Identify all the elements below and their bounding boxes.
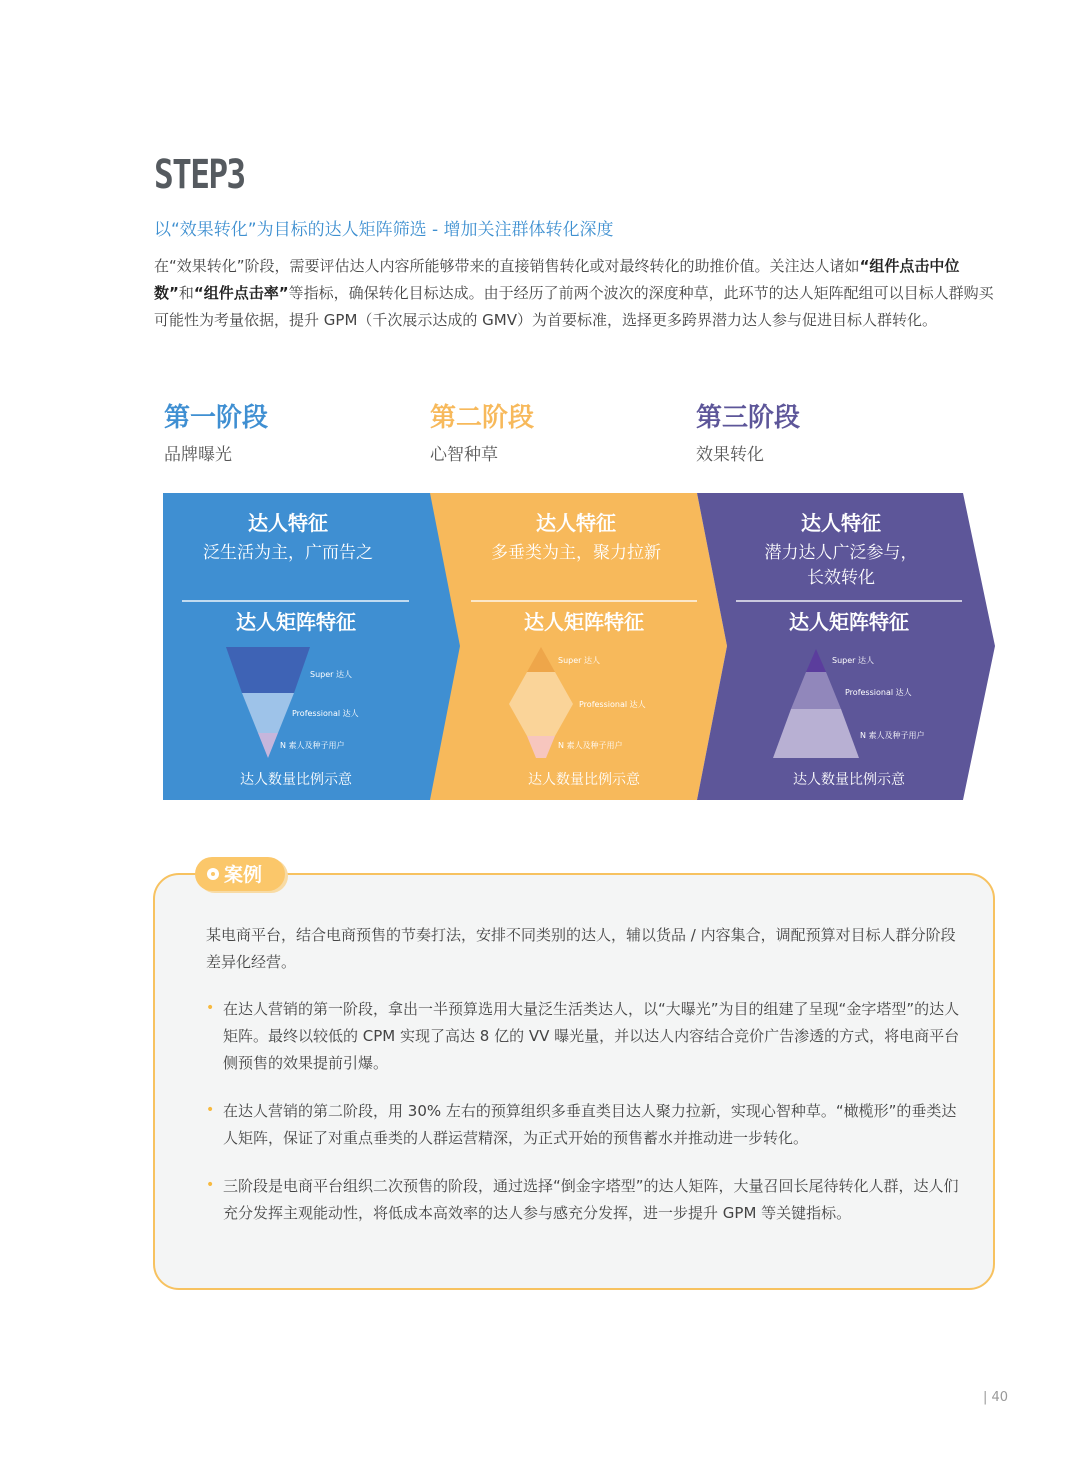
stage-1-matrix-title: 达人矩阵特征: [236, 610, 356, 634]
case-dot-icon: [207, 868, 219, 880]
case-bullet-3: 三阶段是电商平台组织二次预售的阶段，通过选择“倒金字塔型”的达人矩阵，大量召回长尾待转化人群，达人们充分发挥主观能动性，将低成本高效率的达人参与感充分发挥，进一步提升 GPM 等关键指标。: [223, 1177, 959, 1222]
level-label: Professional 达人: [845, 688, 912, 697]
stage-1-caption: 达人数量比例示意: [240, 772, 352, 788]
bullet-icon: •: [206, 1000, 215, 1016]
stage-1-feature: 达人特征 泛生活为主，广而告之: [203, 511, 373, 563]
stage-2-matrix-title: 达人矩阵特征: [524, 610, 644, 634]
bullet-icon: •: [206, 1177, 215, 1193]
page-number: | 40: [983, 1390, 1009, 1405]
stage-2-heading: 第二阶段 心智种草: [430, 403, 535, 465]
case-tag: [195, 857, 285, 891]
level-label: N 素人及种子用户: [558, 741, 623, 750]
level-label: Super 达人: [832, 656, 874, 665]
level-label: N 素人及种子用户: [860, 731, 925, 740]
stage-3-caption: 达人数量比例示意: [793, 772, 905, 788]
case-bullet-2: 在达人营销的第二阶段，用 30% 左右的预算组织多垂直类目达人聚力拉新，实现心智种草。“橄榄形”的垂类达人矩阵，保证了对重点垂类的人群运营精深，为正式开始的预售蓄水并推动进一步转化。: [223, 1102, 957, 1147]
level-label: Super 达人: [558, 656, 600, 665]
stage-3-feature: 达人特征 潜力达人广泛参与， 长效转化: [764, 511, 918, 588]
stage-3-matrix-title: 达人矩阵特征: [789, 610, 909, 634]
step-title: STEP3: [154, 152, 245, 198]
case-tag-label: 案例: [224, 864, 263, 886]
level-label: Super 达人: [310, 670, 352, 679]
case-intro-paragraph: 某电商平台，结合电商预售的节奏打法，安排不同类别的达人，辅以货品 / 内容集合，调配预算对目标人群分阶段差异化经营。: [206, 926, 956, 971]
level-label: N 素人及种子用户: [280, 741, 345, 750]
stage-2-caption: 达人数量比例示意: [528, 772, 640, 788]
bullet-icon: •: [206, 1102, 215, 1118]
case-bullet-1: 在达人营销的第一阶段，拿出一半预算选用大量泛生活类达人，以“大曝光”为目的组建了呈现“金字塔型”的达人矩阵。最终以较低的 CPM 实现了高达 8 亿的 VV 曝光量，并以达人内容结合竞价广告渗透的方式，将电商平台侧预售的效果提前引爆。: [223, 1000, 960, 1072]
stage-2-feature: 达人特征 多垂类为主，聚力拉新: [491, 511, 661, 563]
section-subtitle: 以“效果转化”为目标的达人矩阵筛选 - 增加关注群体转化深度: [154, 220, 614, 240]
stage-1-heading: 第一阶段 品牌曝光: [164, 403, 269, 465]
level-label: Professional 达人: [579, 700, 646, 709]
stage-3-heading: 第三阶段 效果转化: [696, 403, 801, 465]
intro-paragraph: 在“效果转化”阶段，需要评估达人内容所能够带来的直接销售转化或对最终转化的助推价值。关注达人诸如“组件点击中位数”和“组件点击率”等指标，确保转化目标达成。由于经历了前两个波次的深度种草，此环节的达人矩阵配组可以目标人群购买可能性为考量依据，提升 GPM（千次展示达成的 GMV）为首要标准，选择更多跨界潜力达人参与促进目标人群转化。: [154, 257, 994, 329]
level-label: Professional 达人: [292, 709, 359, 718]
